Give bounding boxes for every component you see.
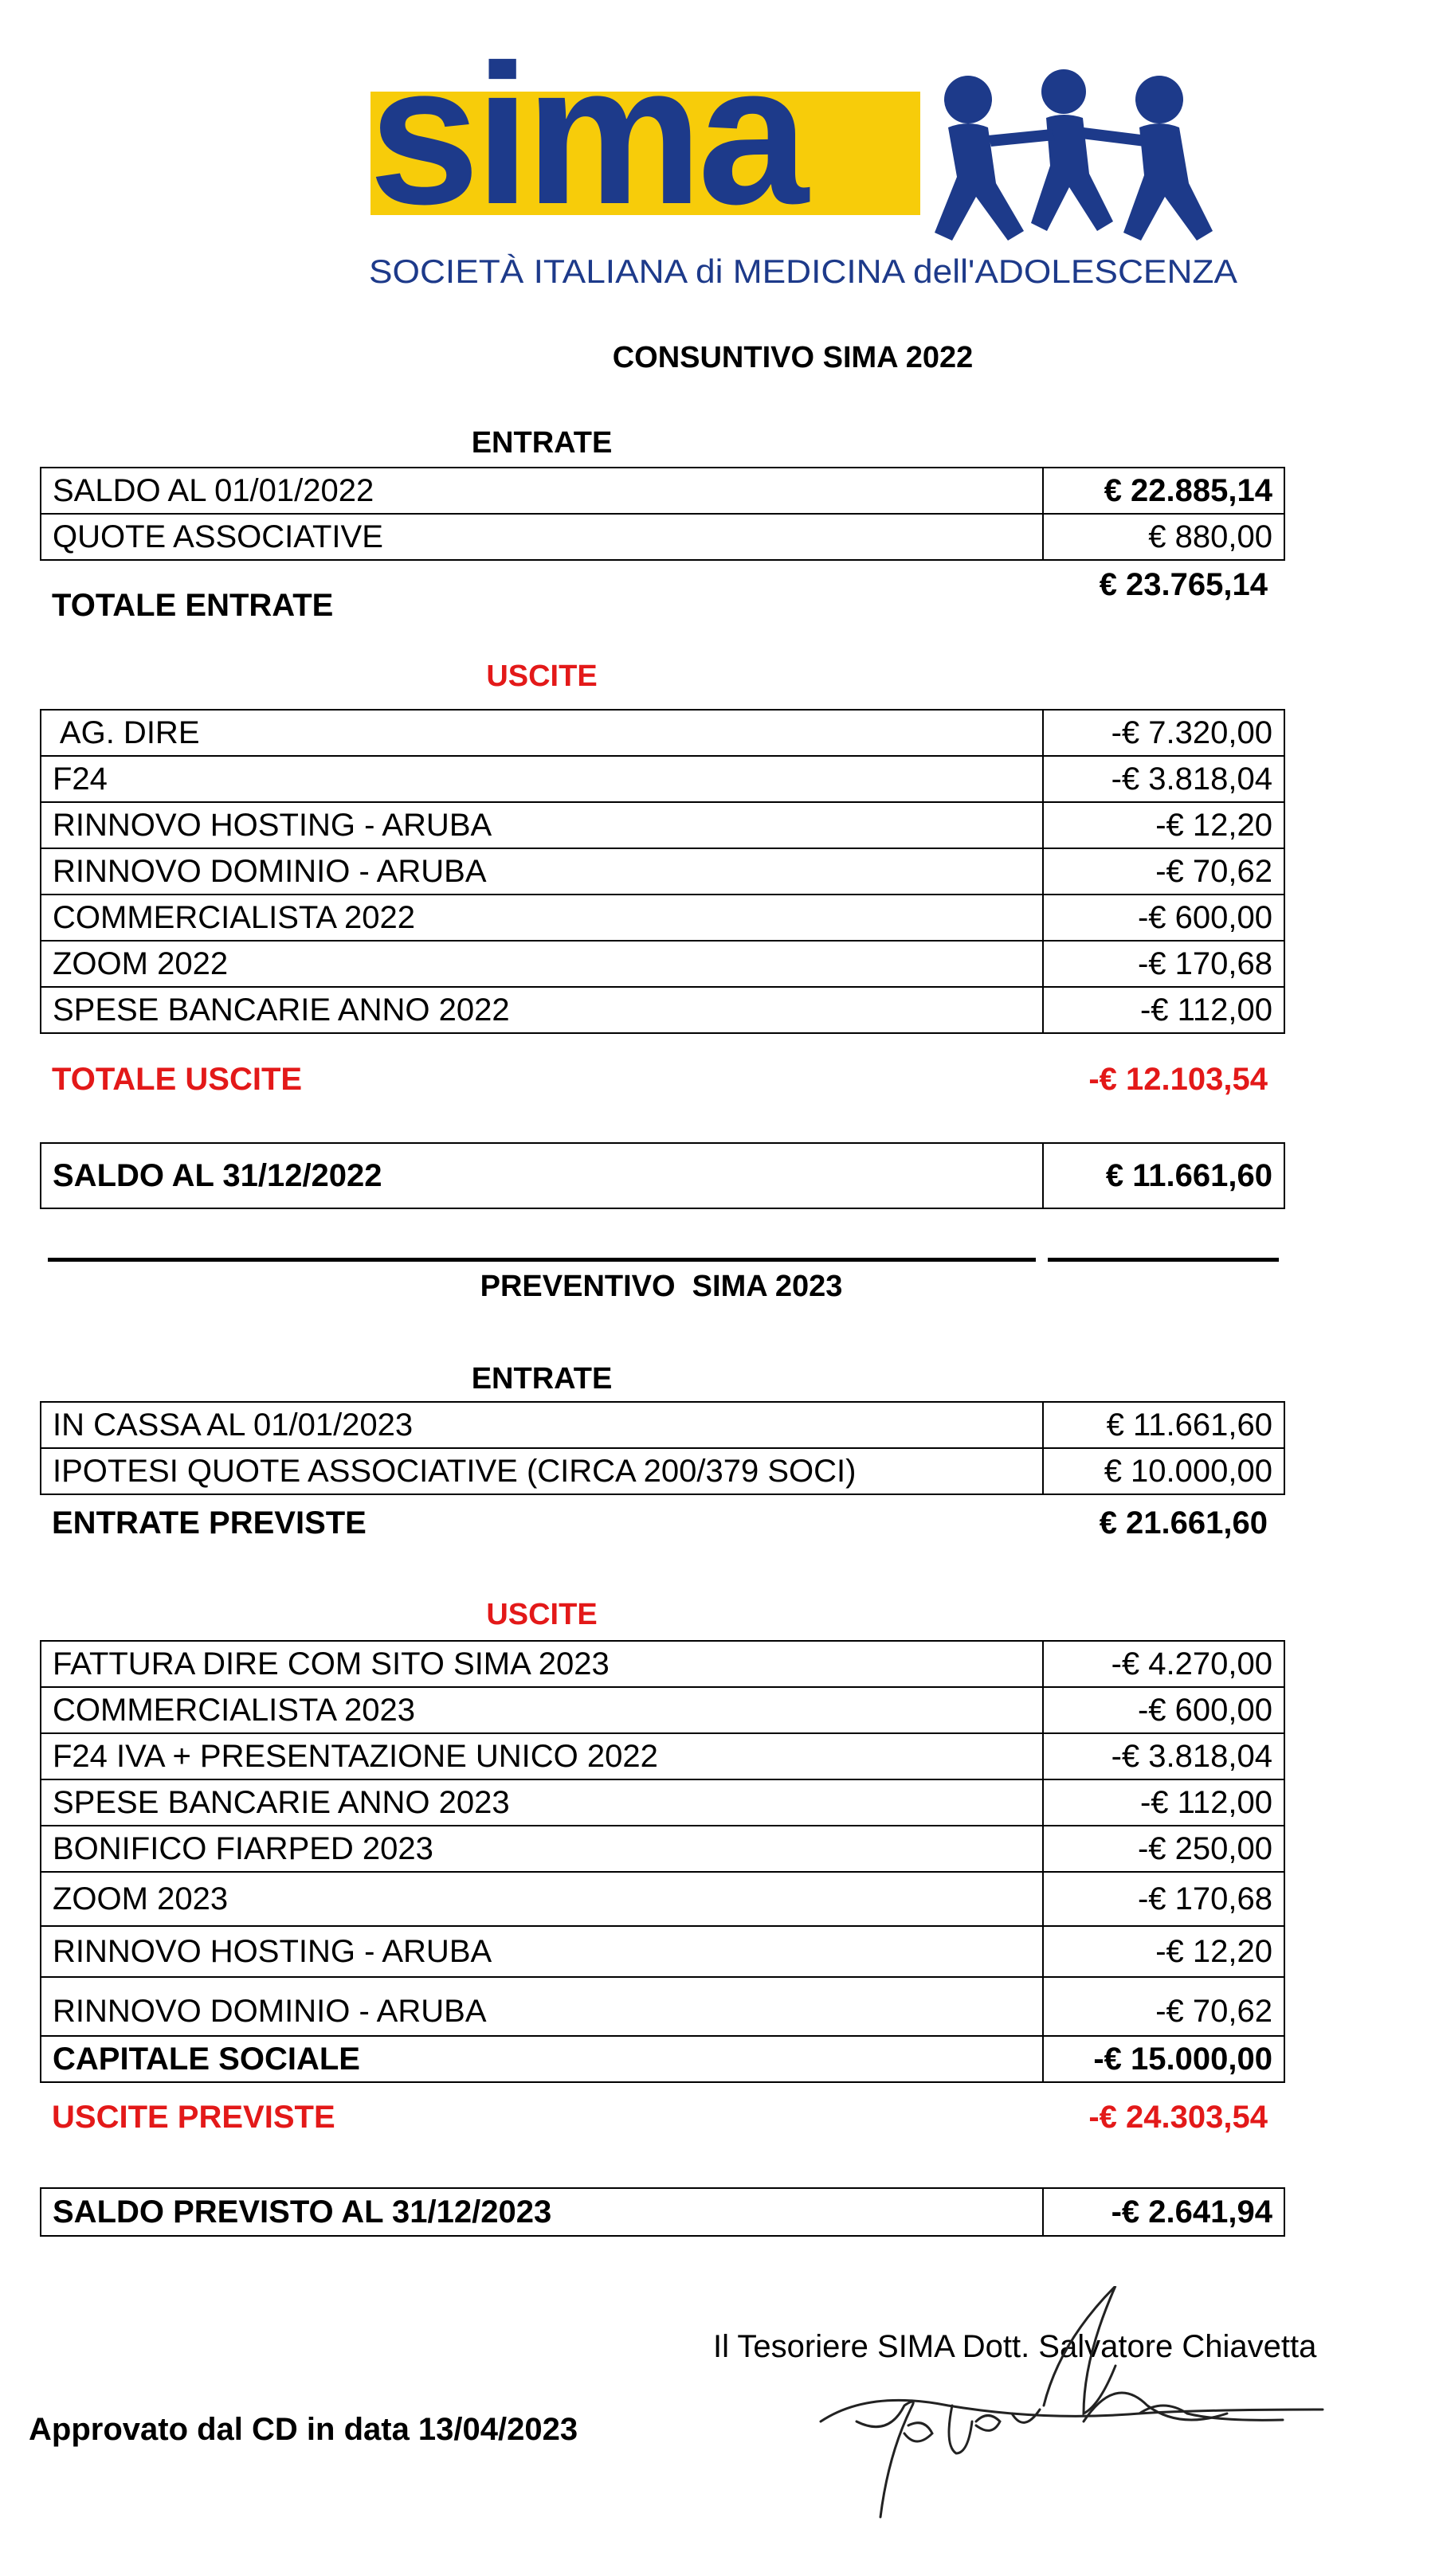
table-row (41, 1926, 1284, 1977)
preventivo-uscite-heading: USCITE (486, 1598, 598, 1631)
row-label: F24 (41, 756, 1043, 802)
consuntivo-entrate-table (40, 467, 1285, 561)
divider-right (1048, 1258, 1279, 1262)
row-value: -€ 600,00 (1043, 1687, 1284, 1733)
table-row (41, 802, 1284, 848)
row-value: -€ 4.270,00 (1043, 1641, 1284, 1687)
logo-subtitle: SOCIETÀ ITALIANA di MEDICINA dell'ADOLESCENZA (369, 253, 1237, 290)
preventivo-entrate-heading: ENTRATE (471, 1362, 613, 1396)
table-row (41, 987, 1284, 1033)
saldo-value: -€ 2.641,94 (1043, 2188, 1284, 2236)
table-row (41, 756, 1284, 802)
row-label: ZOOM 2023 (41, 1872, 1043, 1926)
row-value: -€ 112,00 (1043, 987, 1284, 1033)
signature-image (805, 2286, 1331, 2525)
table-row (41, 848, 1284, 895)
row-value: -€ 15.000,00 (1043, 2036, 1284, 2082)
row-value: -€ 70,62 (1043, 848, 1284, 895)
row-label: SALDO AL 01/01/2022 (41, 468, 1043, 514)
table-row (41, 1872, 1284, 1926)
row-label: RINNOVO DOMINIO - ARUBA (41, 848, 1043, 895)
totale-uscite-label: TOTALE USCITE (52, 1062, 303, 1097)
row-label: RINNOVO HOSTING - ARUBA (41, 802, 1043, 848)
table-row (41, 1402, 1284, 1448)
preventivo-entrate-table (40, 1401, 1285, 1495)
row-value: -€ 250,00 (1043, 1826, 1284, 1872)
uscite-previste-value: -€ 24.303,54 (1088, 2100, 1268, 2135)
entrate-previste-value: € 21.661,60 (1099, 1505, 1268, 1541)
consuntivo-uscite-heading: USCITE (486, 660, 598, 693)
row-label: ZOOM 2022 (41, 941, 1043, 987)
consuntivo-entrate-heading: ENTRATE (471, 426, 613, 460)
row-value: € 10.000,00 (1043, 1448, 1284, 1494)
row-label: CAPITALE SOCIALE (41, 2036, 1043, 2082)
row-value: -€ 112,00 (1043, 1779, 1284, 1826)
totale-uscite-value: -€ 12.103,54 (1088, 1062, 1268, 1097)
entrate-previste-label: ENTRATE PREVISTE (52, 1505, 367, 1541)
table-row (41, 1143, 1284, 1208)
row-value: -€ 600,00 (1043, 895, 1284, 941)
table-row (41, 1641, 1284, 1687)
saldo-2022-table (40, 1142, 1285, 1209)
table-row (41, 514, 1284, 560)
consuntivo-uscite-table (40, 709, 1285, 1034)
row-value: -€ 3.818,04 (1043, 1733, 1284, 1779)
table-row (41, 1448, 1284, 1494)
saldo-value: € 11.661,60 (1043, 1143, 1284, 1208)
row-value: € 880,00 (1043, 514, 1284, 560)
saldo-previsto-table (40, 2187, 1285, 2237)
row-label: BONIFICO FIARPED 2023 (41, 1826, 1043, 1872)
row-value: -€ 12,20 (1043, 1926, 1284, 1977)
totale-entrate-value: € 23.765,14 (1099, 567, 1268, 602)
row-value: € 11.661,60 (1043, 1402, 1284, 1448)
row-value: -€ 7.320,00 (1043, 710, 1284, 756)
preventivo-uscite-table (40, 1640, 1285, 2083)
table-row (41, 1826, 1284, 1872)
row-value: -€ 170,68 (1043, 941, 1284, 987)
row-label: COMMERCIALISTA 2022 (41, 895, 1043, 941)
table-row (41, 1733, 1284, 1779)
row-label: RINNOVO DOMINIO - ARUBA (41, 1977, 1043, 2036)
row-label: FATTURA DIRE COM SITO SIMA 2023 (41, 1641, 1043, 1687)
row-label: QUOTE ASSOCIATIVE (41, 514, 1043, 560)
row-value: -€ 3.818,04 (1043, 756, 1284, 802)
preventivo-title: PREVENTIVO SIMA 2023 (480, 1270, 843, 1303)
table-row (41, 710, 1284, 756)
logo-wordmark: sima (369, 23, 804, 245)
table-row (41, 941, 1284, 987)
row-label: IN CASSA AL 01/01/2023 (41, 1402, 1043, 1448)
saldo-label: SALDO AL 31/12/2022 (41, 1143, 1043, 1208)
row-label: F24 IVA + PRESENTAZIONE UNICO 2022 (41, 1733, 1043, 1779)
row-label: SPESE BANCARIE ANNO 2022 (41, 987, 1043, 1033)
uscite-previste-label: USCITE PREVISTE (52, 2100, 335, 2135)
table-row (41, 895, 1284, 941)
row-value: -€ 12,20 (1043, 802, 1284, 848)
totale-entrate-label: TOTALE ENTRATE (52, 588, 334, 623)
table-row (41, 1977, 1284, 2036)
row-label: IPOTESI QUOTE ASSOCIATIVE (CIRCA 200/379 SOCI) (41, 1448, 1043, 1494)
row-label: SPESE BANCARIE ANNO 2023 (41, 1779, 1043, 1826)
table-row (41, 2036, 1284, 2082)
row-value: -€ 70,62 (1043, 1977, 1284, 2036)
row-value: -€ 170,68 (1043, 1872, 1284, 1926)
saldo-label: SALDO PREVISTO AL 31/12/2023 (41, 2188, 1043, 2236)
signatory-text: Il Tesoriere SIMA Dott. Salvatore Chiavetta (713, 2329, 1317, 2364)
table-row (41, 1687, 1284, 1733)
sima-logo (363, 16, 1247, 303)
row-label: RINNOVO HOSTING - ARUBA (41, 1926, 1043, 1977)
divider-left (48, 1258, 1036, 1262)
table-row (41, 1779, 1284, 1826)
row-value: € 22.885,14 (1043, 468, 1284, 514)
approval-text: Approvato dal CD in data 13/04/2023 (29, 2412, 578, 2447)
table-row (41, 468, 1284, 514)
row-label: COMMERCIALISTA 2023 (41, 1687, 1043, 1733)
consuntivo-title: CONSUNTIVO SIMA 2022 (612, 341, 974, 374)
row-label: AG. DIRE (41, 710, 1043, 756)
table-row (41, 2188, 1284, 2236)
